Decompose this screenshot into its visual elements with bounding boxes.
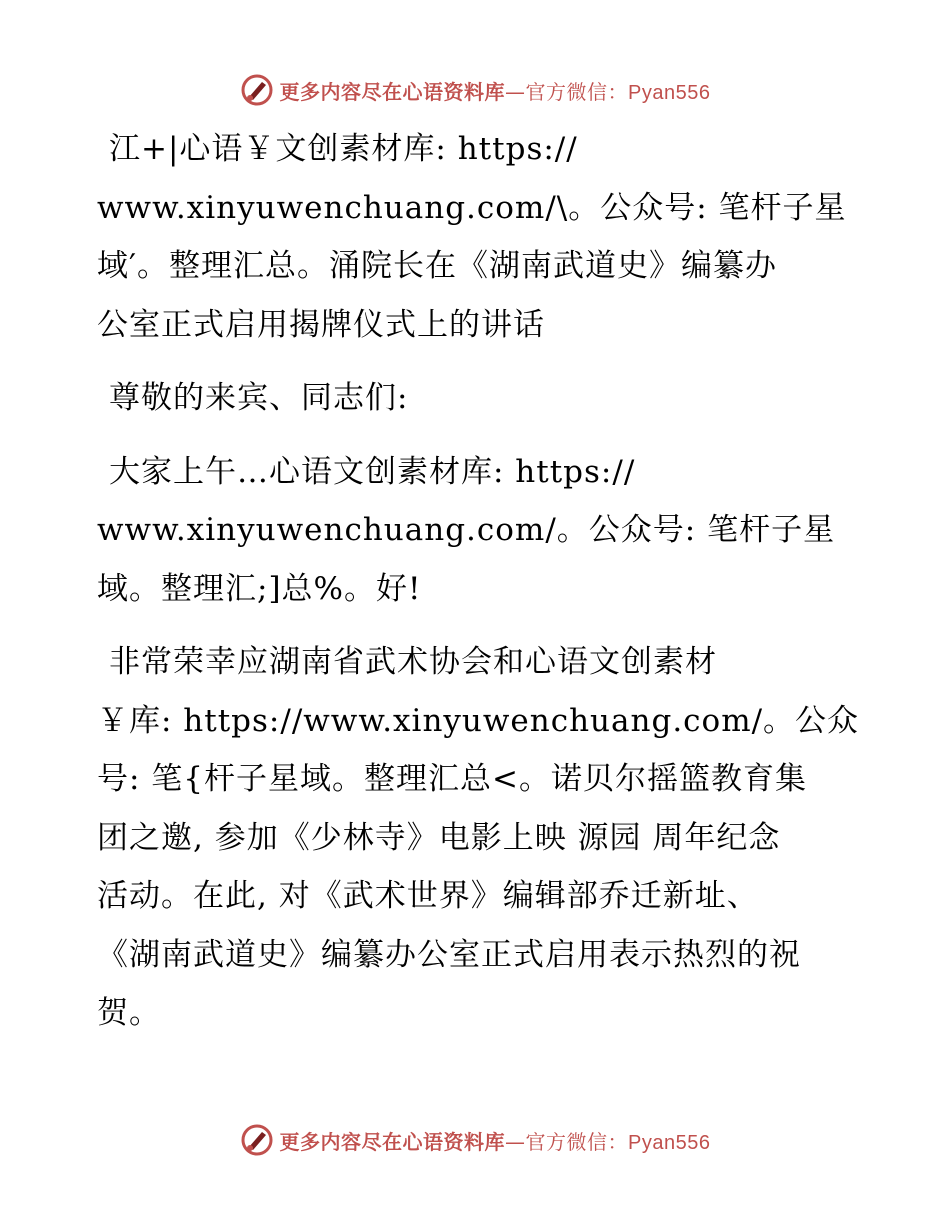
- paragraph-main: [97, 633, 860, 1043]
- text-line: 号: 笔{杆子星域。整理汇总<。诺贝尔摇篮教育集: [97, 761, 807, 797]
- text-line: 域。整理汇;]总%。好!: [97, 570, 422, 607]
- banner-sub-text: 官方微信：: [525, 79, 629, 104]
- footer-banner: [0, 1120, 950, 1160]
- document-body: [97, 120, 860, 1058]
- paragraph-greeting: [97, 443, 857, 619]
- banner-main-text: 更多内容尽在心语资料库: [279, 79, 506, 104]
- text-line: ￥库: https://www.xinyuwenchuang.com/。公众: [97, 702, 860, 739]
- text-line: 《湖南武道史》编纂办公室正式启用表示热烈的祝: [97, 936, 801, 973]
- brush-pen-logo-icon: [240, 73, 274, 107]
- header-banner: [0, 70, 950, 110]
- text-line: 活动。在此, 对《武术世界》编辑部乔迁新址、: [97, 878, 759, 914]
- text-line: 非常荣幸应湖南省武术协会和心语文创素材: [109, 644, 717, 680]
- text-line: www.xinyuwenchuang.com/。公众号: 笔杆子星: [97, 512, 836, 548]
- banner-main-text: 更多内容尽在心语资料库: [279, 1129, 506, 1154]
- banner-wechat-id: Pyan556: [628, 81, 711, 104]
- banner-text: [280, 1126, 711, 1155]
- text-line: www.xinyuwenchuang.com/\。公众号: 笔杆子星: [97, 189, 847, 226]
- text-line: 公室正式启用揭牌仪式上的讲话: [97, 306, 545, 343]
- paragraph-title: [97, 120, 857, 354]
- text-line: 域′。整理汇总。涌院长在《湖南武道史》编纂办: [97, 248, 778, 284]
- brush-pen-logo-icon: [240, 1123, 274, 1157]
- text-line: 尊敬的来宾、同志们:: [109, 380, 409, 416]
- banner-sub-text: 官方微信：: [525, 1129, 629, 1154]
- banner-separator: —: [505, 79, 526, 104]
- text-line: 大家上午…心语文创素材库: https://: [109, 453, 636, 490]
- banner-separator: —: [505, 1129, 526, 1154]
- text-line: 团之邀, 参加《少林寺》电影上映 源园 周年纪念: [97, 819, 781, 856]
- paragraph-salutation: [97, 369, 857, 428]
- text-line: 贺。: [97, 995, 161, 1031]
- banner-text: [280, 76, 711, 105]
- banner-wechat-id: Pyan556: [628, 1131, 711, 1154]
- text-line: 江+|心语￥文创素材库: https://: [109, 131, 578, 167]
